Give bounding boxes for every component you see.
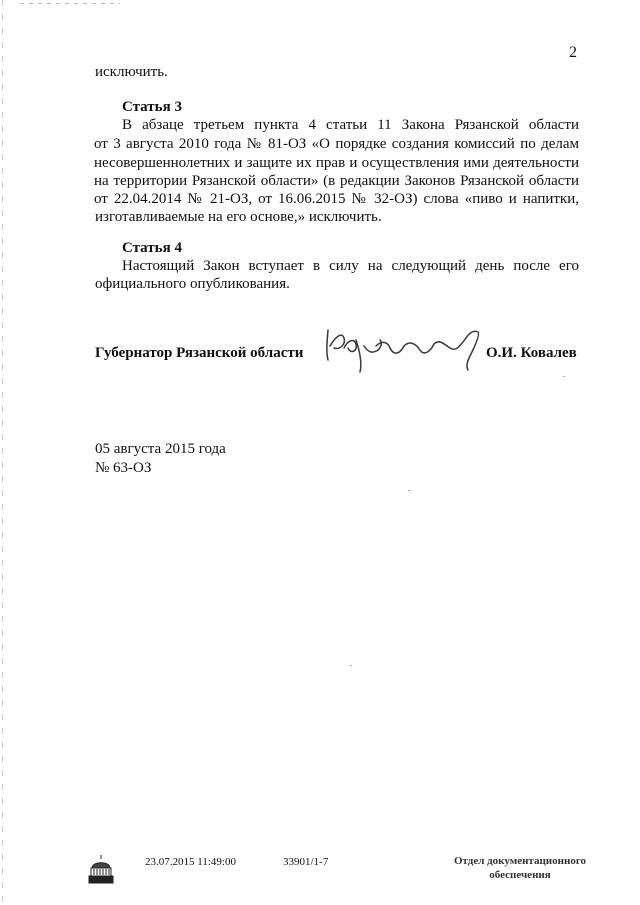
law-number: № 63-ОЗ [95,460,152,476]
footer-department-line: обеспечения [489,869,551,881]
governor-title: Губернатор Рязанской области [95,345,304,361]
article4-heading: Статья 4 [122,240,182,256]
article3-line: от 22.04.2014 № 21-ОЗ, от 16.06.2015 № 32-ОЗ) слова «пиво и напитки, [94,191,579,207]
scan-edge-top [20,3,120,4]
article4-line: Настоящий Закон вступает в силу на следующий день после его [122,258,579,274]
footer-department-line: Отдел документационного [453,855,587,867]
intro-line: исключить. [95,64,168,80]
scan-speck [350,665,352,666]
article3-line: на территории Рязанской области» (в редакции Законов Рязанской области [94,173,579,189]
handwritten-signature [320,322,492,374]
footer-document-id: 33901/1-7 [283,856,329,868]
article3-line: от 3 августа 2010 года № 81-ОЗ «О порядке создания комиссий по делам [94,136,579,152]
article3-heading: Статья 3 [122,99,182,115]
governor-name: О.И. Ковалев [486,345,577,361]
signing-date: 05 августа 2015 года [95,441,226,457]
article3-line: несовершеннолетних и защите их прав и осуществления ими деятельности [94,155,579,171]
scan-speck [408,490,410,491]
article3-line: изготавливаемые на его основе,» исключить. [95,209,382,225]
scan-speck [563,376,565,377]
duma-logo [86,852,116,886]
footer-timestamp: 23.07.2015 11:49:00 [145,856,236,868]
footer-department-stamp [440,854,600,882]
page-number: 2 [569,44,577,61]
article3-line: В абзаце третьем пункта 4 статьи 11 Закона Рязанской области [122,117,579,133]
article4-line: официального опубликования. [95,276,290,292]
scan-edge-left [2,0,3,905]
